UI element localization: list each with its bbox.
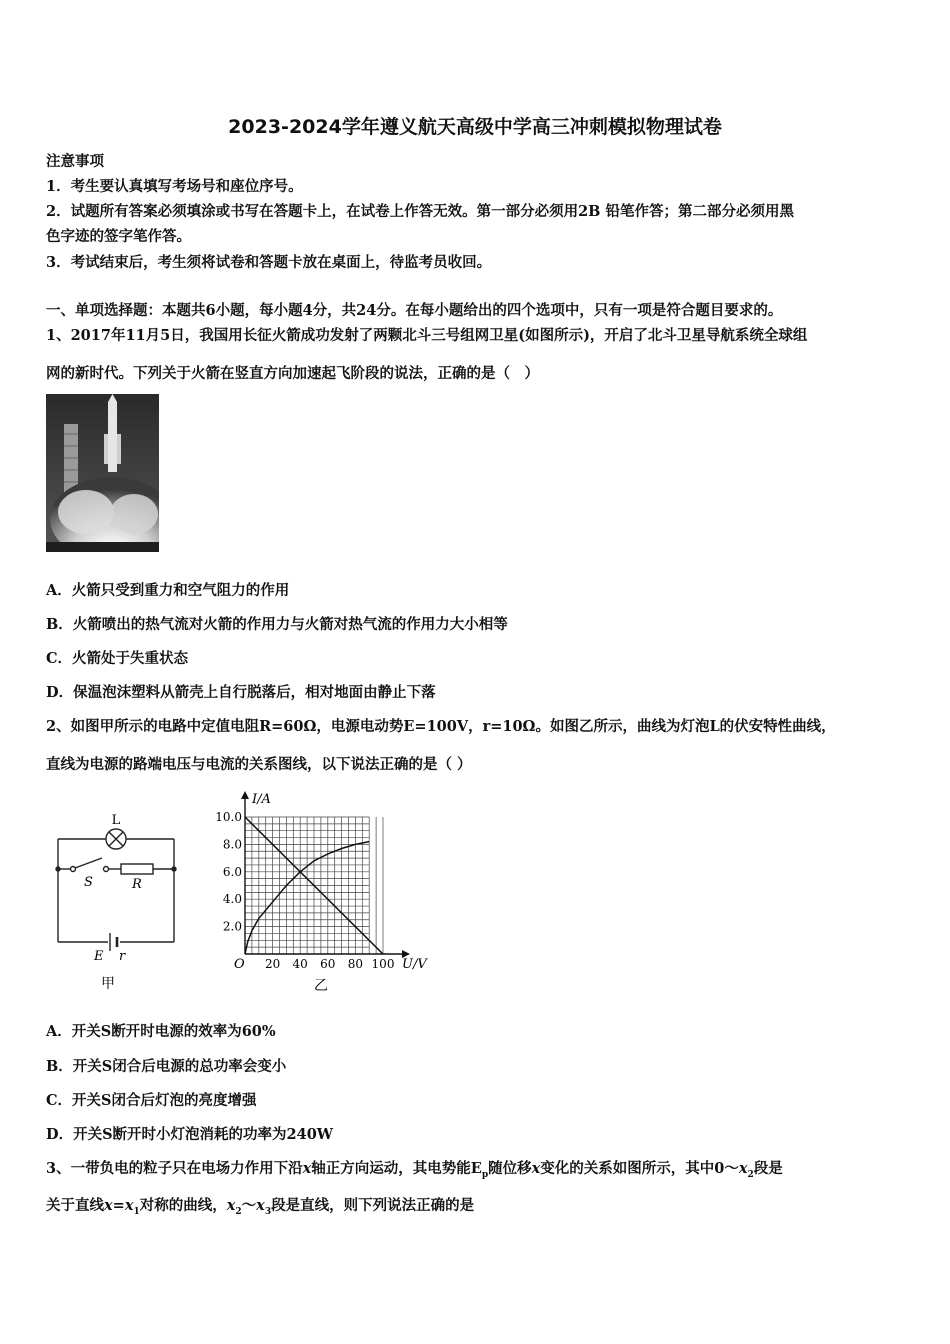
origin-label: O <box>234 957 245 972</box>
switch-contact <box>71 867 76 872</box>
y-tick-label: 6.0 <box>222 864 242 879</box>
notice-item: 1．考生要认真填写考场号和座位序号。 <box>46 178 303 195</box>
x-tick-label: 100 <box>371 957 395 971</box>
q2-stem: 直线为电源的路端电压与电流的关系图线，以下说法正确的是（ ） <box>46 756 472 773</box>
q2-option: D．开关S断开时小灯泡消耗的功率为240W <box>46 1126 334 1143</box>
x-tick-label: 60 <box>320 957 336 971</box>
y-axis-arrow <box>241 791 249 799</box>
internal-resistance-label: r <box>119 949 126 964</box>
circuit-diagram <box>46 812 196 997</box>
y-axis-label: I/A <box>252 792 271 807</box>
chart-caption: 乙 <box>314 978 328 994</box>
iv-chart <box>205 788 440 998</box>
q2-option: B．开关S闭合后电源的总功率会变小 <box>46 1058 287 1075</box>
section-heading: 一、单项选择题：本题共6小题，每小题4分，共24分。在每小题给出的四个选项中，只有一项是符合题目要求的。 <box>46 302 783 319</box>
y-tick-label: 2.0 <box>222 919 242 934</box>
q1-option: A．火箭只受到重力和空气阻力的作用 <box>46 582 290 599</box>
q1-stem: 1、2017年11月5日，我国用长征火箭成功发射了两颗北斗三号组网卫星(如图所示)，开启了北斗卫星导航系统全球组 <box>46 327 808 344</box>
emf-label: E <box>94 949 104 964</box>
notice-item: 色字迹的签字笔作答。 <box>46 228 191 245</box>
circuit-caption: 甲 <box>101 976 115 992</box>
x-axis-label: U/V <box>402 957 427 972</box>
y-tick-label: 10.0 <box>215 810 242 824</box>
q1-option: C．火箭处于失重状态 <box>46 650 189 667</box>
q3-stem: 3、一带负电的粒子只在电场力作用下沿x轴正方向运动，其电势能$E_p$随位移x变化的关系如图所示，其中$0\sim x_2$段是 <box>46 1160 783 1180</box>
rocket-launch-photo <box>46 394 159 552</box>
x-tick-label: 40 <box>292 957 308 971</box>
resistor-label: R <box>132 877 142 892</box>
notice-item: 3．考试结束后，考生须将试卷和答题卡放在桌面上，待监考员收回。 <box>46 254 492 271</box>
q1-stem: 网的新时代。下列关于火箭在竖直方向加速起飞阶段的说法，正确的是（ ） <box>46 365 539 382</box>
q3-stem: 关于直线$x=x_1$对称的曲线，$x_2\sim x_3$段是直线，则下列说法正确的是 <box>46 1197 475 1217</box>
notice-heading: 注意事项 <box>46 153 104 170</box>
y-tick-label: 4.0 <box>222 892 242 907</box>
resistor-symbol <box>121 864 153 874</box>
switch-label: S <box>84 875 93 890</box>
q2-stem: 2、如图甲所示的电路中定值电阻R=60Ω，电源电动势E=100V，r=10Ω。如图乙所示，曲线为灯泡L的伏安特性曲线， <box>46 718 836 735</box>
notice-item: 2．试题所有答案必须填涂或书写在答题卡上，在试卷上作答无效。第一部分必须用2B 铅笔作答；第二部分必须用黑 <box>46 203 794 220</box>
q1-option: B．火箭喷出的热气流对火箭的作用力与火箭对热气流的作用力大小相等 <box>46 616 508 633</box>
y-tick-label: 8.0 <box>222 837 242 852</box>
page-title: 2023-2024学年遵义航天高级中学高三冲刺模拟物理试卷 <box>228 116 722 138</box>
x-tick-label: 20 <box>264 957 281 971</box>
q1-option: D．保温泡沫塑料从箭壳上自行脱落后，相对地面由静止下落 <box>46 684 436 701</box>
chart-axes <box>241 791 410 958</box>
switch-blade <box>75 858 102 868</box>
q2-option: C．开关S闭合后灯泡的亮度增强 <box>46 1092 257 1109</box>
x-tick-label: 80 <box>347 957 364 971</box>
lamp-label: L <box>111 813 121 828</box>
q2-option: A．开关S断开时电源的效率为60% <box>46 1023 276 1040</box>
